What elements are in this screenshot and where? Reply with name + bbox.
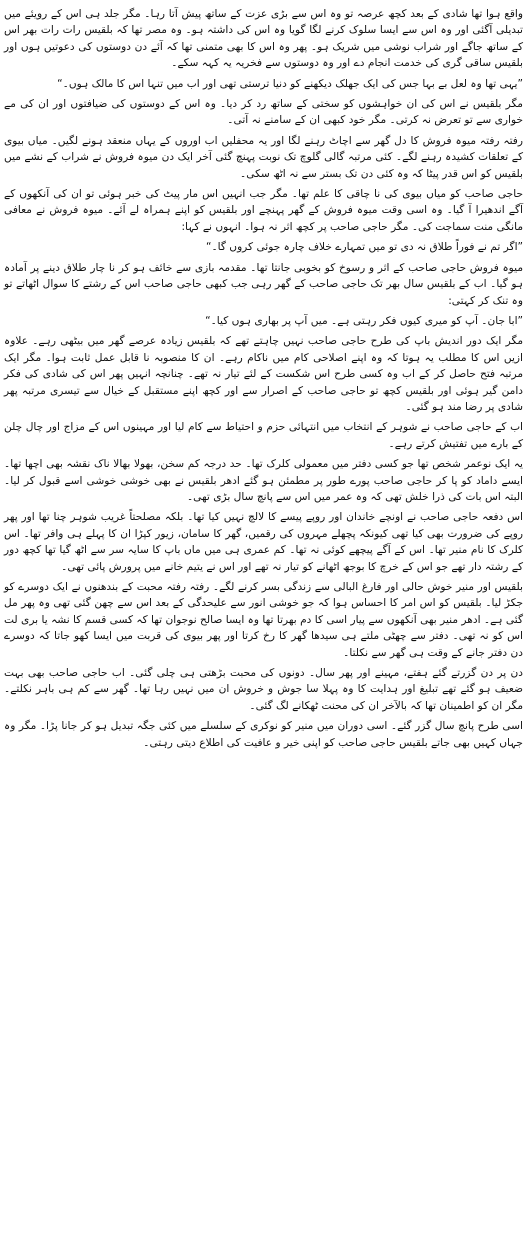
paragraph: میوہ فروش حاجی صاحب کے اثر و رسوخ کو بخوبی جانتا تھا۔ مقدمہ بازی سے خائف ہو کر نا چار طلاق دینے پر آمادہ ہو گیا۔ اب کے بلقیس سال بھر تک حاجی صاحب کے گھر رہی جب کبھی حاجی صاحب اس کے رشتے کا سوال اٹھاتے تو وہ تنک کر کہتی: [4,261,523,307]
quote: ”ابا جان۔ آپ کو میری کیوں فکر رہتی ہے۔ میں آپ پر بھاری ہوں کیا۔“ [205,314,523,327]
paragraph: مگر ایک دور اندیش باپ کی طرح حاجی صاحب نہیں چاہتے تھے کہ بلقیس زیادہ عرصے گھر میں بیٹھی رہے۔ علاوہ ازیں اس کا مطلب یہ ہوتا کہ وہ اپنے اصلاحی کام میں ناکام رہے۔ ان کا منصوبہ نا قابل عمل ثابت ہوا۔ مگر ایک مرتبہ فتح حاصل کر کے اب وہ کسی طرح اس شکست کے لئے تیار نہ تھے۔ چنانچہ انہیں پھر اس کی شادی کی فکر دامن گیر ہوئی اور بلقیس کچھ تو حاجی صاحب کے اصرار سے اور کچھ اپنے مستقبل کے خیال سے تیسری مرتبہ پھر شادی پر رضا مند ہو گئی۔ [4,335,523,413]
paragraph: اب کے حاجی صاحب نے شوہر کے انتخاب میں انتہائی حزم و احتیاط سے کام لیا اور مہینوں اس کے مزاج اور چال چلن کے بارے میں تفتیش کرتے رہے۔ [4,421,523,450]
paragraph: دن پر دن گزرتے گئے ہفتے، مہینے اور پھر سال۔ دونوں کی محبت بڑھتی ہی چلی گئی۔ اب حاجی صاحب بھی بہت ضعیف ہو گئے تھے تبلیغ اور ہدایت کا وہ پہلا سا جوش و خروش ان میں نہیں رہا تھا۔ گھر سے کم ہی باہر نکلتے۔ مگر ان کو اطمینان تھا کہ بالآخر ان کی محنت ٹھکانے لگ گئی۔ [4,667,523,712]
paragraph: واقع ہوا تھا شادی کے بعد کچھ عرصہ تو وہ اس سے بڑی عزت کے ساتھ پیش آتا رہا۔ مگر جلد ہی اس کے رویئے میں تبدیلی آگئی اور وہ اس سے ایسا سلوک کرنے لگا گویا وہ اس کی داشتہ ہو۔ وہ مصر تھا کہ بلقیس رات رات بھر اس کے ساتھ جاگے اور شراب نوشی میں شریک ہو۔ پھر وہ اس کا بھی متمنی تھا کہ آئے دن دوستوں کی دعوتیں ہوں اور بلقیس ساقی گری کی خدمت انجام دے اور وہ دوستوں سے فخریہ یہ کہہ سکے۔ [4,8,523,70]
paragraph: بلقیس اور منیر خوش حالی اور فارغ البالی سے زندگی بسر کرنے لگے۔ رفتہ رفتہ محبت کے بندھنوں نے ایک دوسرے کو جکڑ لیا۔ بلقیس کو اس امر کا احساس ہوا کہ جو خوشی انور سے علیحدگی کے بعد اس سے چھن گئی تھی وہ پھر مل گئی ہے۔ ادھر منیر بھی آنکھوں سے پیار اسی کا دم بھرتا تھا وہ ایسا صالح نوجوان تھا کہ کسی قسم کا نشہ یا بری لت اس کو نہ تھی۔ دفتر سے چھٹی ملتے ہی سیدھا گھر کا رخ کرتا اور پھر بیوی کی قربت میں ایسا کھو جاتا کہ دوسرے دن دفتر جانے کے وقت ہی گھر سے نکلتا۔ [4,581,523,659]
paragraph: یہ ایک نوعمر شخص تھا جو کسی دفتر میں معمولی کلرک تھا۔ حد درجہ کم سخن، بھولا بھالا ناک نقشہ بھی اچھا تھا۔ ایسے داماد کو پا کر حاجی صاحب پورے طور پر مطمئن ہو گئے ادھر بلقیس نے بھی خوشی خوشی اسے قبول کر لیا۔ البتہ اس بات کی ذرا خلش تھی کہ وہ عمر میں اس سے پانچ سال بڑی تھی۔ [4,458,523,503]
quote: ”اگر تم نے فوراً طلاق نہ دی تو میں تمہارے خلاف چارہ جوئی کروں گا۔“ [205,241,523,254]
paragraph: مگر بلقیس نے اس کی ان خواہشوں کو سختی کے ساتھ رد کر دیا۔ وہ اس کے دوستوں کی ضیافتوں اور ان کی مے خواری سے تو تعرض نہ کرتی۔ مگر خود کبھی ان کے سامنے نہ آتی۔ [4,98,523,127]
paragraph: اس دفعہ حاجی صاحب نے اونچے خاندان اور روپے پیسے کا لالچ نہیں کیا تھا۔ بلکہ مصلحتاً غریب شوہر چنا تھا اور پھر روپے کی ضرورت بھی کیا تھی کیونکہ پچھلے مہروں کی رقمیں، گھر کا سامان، زیور کپڑا ان کا پہلے ہی وافر تھا۔ اس کلرک کا نام منیر تھا۔ اس کے آگے پیچھے کوئی نہ تھا۔ کم عمری ہی میں ماں باپ کا سایہ سر سے اٹھ گیا تھا کچھ دور کے رشتہ دار تھے جو اس کے خرچ کا بوجھ اٹھانے کو تیار نہ تھے اور اس نے یتیم خانے میں پرورش پائی تھی۔ [4,511,523,573]
paragraph: حاجی صاحب کو میاں بیوی کی نا چاقی کا علم تھا۔ مگر جب انہیں اس مار پیٹ کی خبر ہوئی تو ان کی آنکھوں کے آگے اندھیرا آ گیا۔ وہ اسی وقت میوہ فروش کے گھر پہنچے اور بلقیس کو اپنے ہمراہ لے آئے۔ میوہ فروش نے معافی مانگی منت سماجت کی۔ مگر حاجی صاحب پر کچھ اثر نہ ہوا۔ انہوں نے کہا: [4,188,523,233]
paragraph: اسی طرح پانچ سال گزر گئے۔ اسی دوران میں منیر کو نوکری کے سلسلے میں کئی جگہ تبدیل ہو کر جانا پڑا۔ مگر وہ جہاں کہیں بھی جاتے بلقیس حاجی صاحب کو اپنی خیر و عافیت کی اطلاع دیتی رہتی۔ [4,720,523,749]
paragraph: رفتہ رفتہ میوہ فروش کا دل گھر سے اچاٹ رہنے لگا اور یہ محفلیں اب اوروں کے یہاں منعقد ہونے لگیں۔ میاں بیوی کے تعلقات کشیدہ رہنے لگے۔ کئی مرتبہ گالی گلوچ تک نوبت پہنچ گئی آخر ایک دن میوہ فروش نے شراب کے نشے میں بلقیس کو اس قدر پیٹا کہ وہ کئی دن تک بستر سے نہ اٹھ سکی۔ [4,134,523,180]
quote: ”یہی تھا وہ لعل بے بہا جس کی ایک جھلک دیکھنے کو دنیا ترستی تھی اور اب میں تنہا اس کا مالک ہوں۔“ [57,77,523,90]
